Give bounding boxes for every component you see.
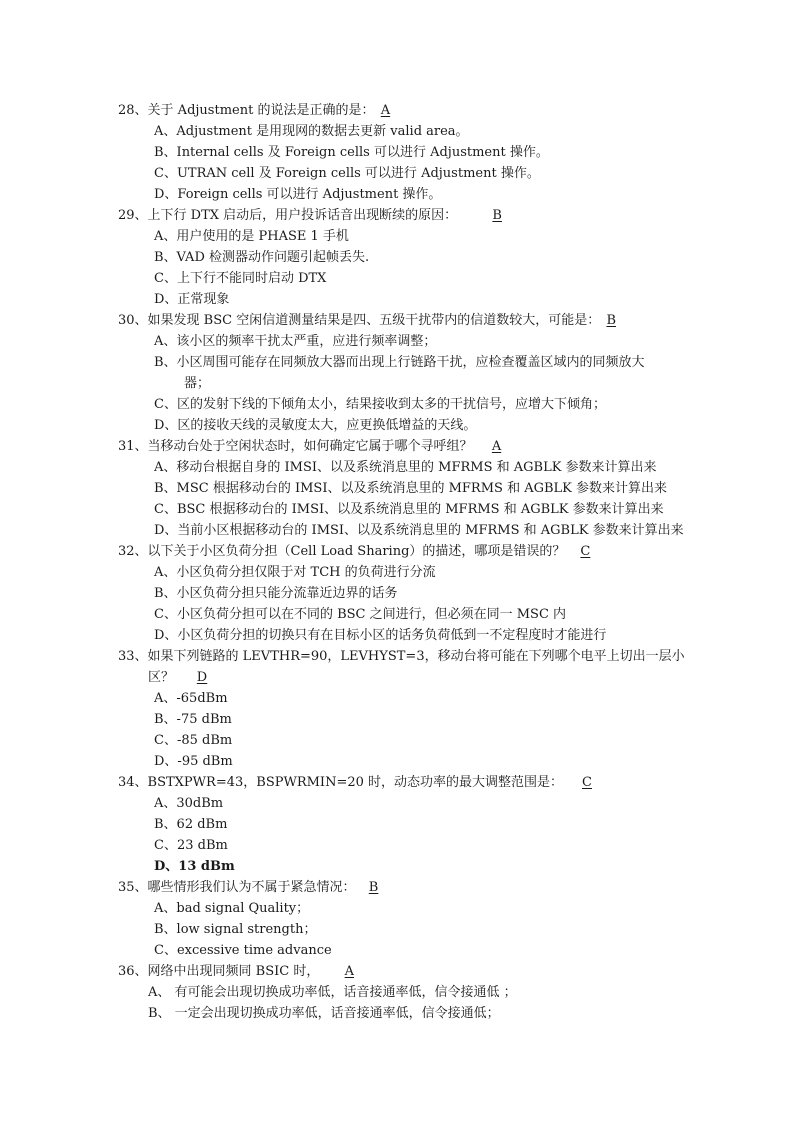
- answer-blank: B: [606, 313, 616, 328]
- option-d: D、区的接收天线的灵敏度太大，应更换低增益的天线。: [154, 418, 477, 433]
- question-text: 、当移动台处于空闲状态时，如何确定它属于哪个寻呼组？: [134, 439, 473, 454]
- option-c: C、小区负荷分担可以在不同的 BSC 之间进行，但必须在同一 MSC 内: [154, 607, 567, 622]
- option-c: C、区的发射下线的下倾角太小，结果接收到太多的干扰信号，应增大下倾角；: [154, 397, 606, 412]
- question-31: [118, 437, 515, 457]
- option-c: C、UTRAN cell 及 Foreign cells 可以进行 Adjustment 操作。: [154, 166, 540, 181]
- question-34: [118, 773, 605, 793]
- option-d: D、13 dBm: [154, 859, 235, 874]
- question-35: [118, 878, 388, 898]
- answer-blank: A: [380, 103, 391, 118]
- option-a: A、bad signal Quality；: [154, 901, 310, 916]
- question-32: [118, 542, 601, 562]
- question-33-continued: [148, 668, 222, 688]
- option-c: C、上下行不能同时启动 DTX: [154, 271, 327, 286]
- option-b: B、62 dBm: [154, 817, 228, 832]
- question-number: 33: [118, 649, 135, 664]
- question-36: [118, 962, 373, 982]
- question-number: 34: [118, 775, 135, 790]
- option-c: C、excessive time advance: [154, 943, 332, 958]
- question-29: [118, 206, 519, 226]
- question-text: 、网络中出现同频同 BSIC 时，: [134, 964, 320, 979]
- question-number: 32: [118, 544, 135, 559]
- option-d: D、小区负荷分担的切换只有在目标小区的话务负荷低到一不定程度时才能进行: [154, 628, 607, 643]
- question-text-continued: 区？: [148, 670, 175, 685]
- answer-blank: A: [344, 964, 355, 979]
- option-a: A、该小区的频率干扰太严重，应进行频率调整；: [154, 334, 437, 349]
- question-number: 36: [118, 964, 135, 979]
- option-a: A、移动台根据自身的 IMSI、以及系统消息里的 MFRMS 和 AGBLK 参数来计算出来: [154, 460, 657, 475]
- option-a: A、30dBm: [154, 796, 224, 811]
- question-text: 、如果发现 BSC 空闲信道测量结果是四、五级干扰带内的信道数较大，可能是：: [134, 313, 601, 328]
- option-b: B、MSC 根据移动台的 IMSI、以及系统消息里的 MFRMS 和 AGBLK 参数来计算出来: [154, 481, 668, 496]
- answer-blank: C: [582, 775, 592, 790]
- option-b: B、-75 dBm: [154, 712, 232, 727]
- option-d: D、Foreign cells 可以进行 Adjustment 操作。: [154, 187, 442, 202]
- answer-blank: D: [196, 670, 208, 685]
- option-b-continued: 器；: [184, 376, 211, 391]
- option-b: B、小区周围可能存在同频放大器而出现上行链路干扰，应检查覆盖区域内的同频放大: [154, 355, 645, 370]
- question-text: 、以下关于小区负荷分担（Cell Load Sharing）的描述，哪项是错误的？: [134, 544, 566, 559]
- answer-blank: A: [491, 439, 502, 454]
- question-text: 、关于 Adjustment 的说法是正确的是：: [134, 103, 375, 118]
- answer-blank: B: [492, 208, 502, 223]
- question-number: 30: [118, 313, 135, 328]
- question-number: 35: [118, 880, 135, 895]
- option-a: A、 有可能会出现切换成功率低，话音接通率低，信令接通低 ；: [148, 985, 517, 1000]
- option-c: C、23 dBm: [154, 838, 228, 853]
- question-text: 、哪些情形我们认为不属于紧急情况：: [134, 880, 356, 895]
- question-28: [118, 101, 396, 121]
- option-d: D、正常现象: [154, 292, 230, 307]
- option-a: A、小区负荷分担仅限于对 TCH 的负荷进行分流: [154, 565, 436, 580]
- answer-blank: C: [580, 544, 591, 559]
- option-a: A、-65dBm: [154, 691, 228, 706]
- option-a: A、用户使用的是 PHASE 1 手机: [154, 229, 349, 244]
- option-b: B、low signal strength；: [154, 922, 317, 937]
- question-33: [118, 647, 685, 667]
- option-d: D、当前小区根据移动台的 IMSI、以及系统消息里的 MFRMS 和 AGBLK 参数来计算出来: [154, 523, 684, 538]
- question-text: 、上下行 DTX 启动后，用户投诉话音出现断续的原因：: [134, 208, 458, 223]
- question-number: 31: [118, 439, 135, 454]
- question-number: 28: [118, 103, 135, 118]
- question-text: 、如果下列链路的 LEVTHR=90，LEVHYST=3，移动台将可能在下列哪个电平上切出一层小: [134, 649, 685, 664]
- option-d: D、-95 dBm: [154, 754, 233, 769]
- option-b: B、VAD 检测器动作问题引起帧丢失.: [154, 250, 370, 265]
- option-b: B、小区负荷分担只能分流靠近边界的话务: [154, 586, 398, 601]
- option-c: C、-85 dBm: [154, 733, 233, 748]
- option-b: B、Internal cells 及 Foreign cells 可以进行 Adjustment 操作。: [154, 145, 549, 160]
- question-number: 29: [118, 208, 135, 223]
- option-a: A、Adjustment 是用现网的数据去更新 valid area。: [154, 124, 469, 139]
- question-text: 、BSTXPWR=43，BSPWRMIN=20 时，动态功率的最大调整范围是：: [134, 775, 564, 790]
- option-b: B、 一定会出现切换成功率低，话音接通率低，信令接通低；: [148, 1006, 500, 1021]
- option-c: C、BSC 根据移动台的 IMSI、以及系统消息里的 MFRMS 和 AGBLK 参数来计算出来: [154, 502, 664, 517]
- answer-blank: B: [368, 880, 379, 895]
- question-30: [118, 311, 622, 331]
